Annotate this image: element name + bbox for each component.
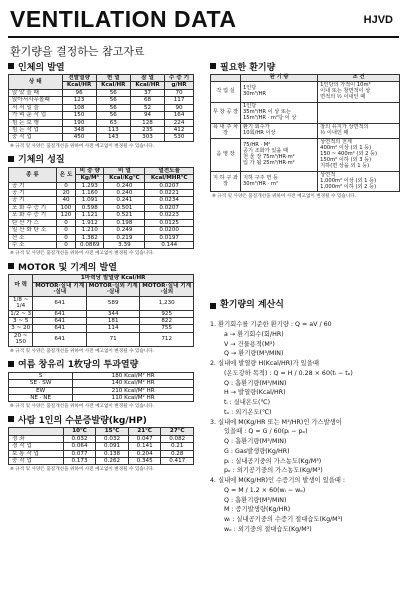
required-ventilation-table: 환 기 량 조 건 작 업 실 1인당 30m³/HR 1인당의 가적이 10m³ 이내 또는 창면적이 상 면적의 ½ 이내인 때 무 창 공 장 1인당 35m³/HR 이 상 또는 15m³/HR · m²당 이 상 욕 내 주 차 장 환기 회수가 10회/HR 이상 창의 유지가 상면적의 ½ 이내인 때 음 영 장 75/HR · M² 공기 조화가 있을 때 천 울 장 75m³/HR·m² 입 가 됨 25m³/HR·m² 상연적의 천계 400m² 이상 (외 1 등) 150 ~ 400m² (외 2 등) 150m² 이하 (외 3 등) 지하(면 상을 외 1 등) 지 하 구 좌 장 지하 구주 면 등 30m³/HR · m² 상연적 1,000m² 이상 (외 1 등) 1,000m² 이하 (외 2 등) xyxy=(210,74,400,192)
table-cell: 0.0125 xyxy=(145,219,194,226)
row-label: 탄 산 가 스 xyxy=(9,219,57,226)
table-cell xyxy=(318,102,400,123)
window-heat-table xyxy=(8,372,194,403)
brand-code: HJVD xyxy=(363,14,393,26)
table-cell: 0.0200 xyxy=(145,227,194,234)
table-row xyxy=(9,204,194,211)
table-cell: 56 xyxy=(96,112,130,119)
row-label: 공 기 xyxy=(9,190,57,197)
table-cell: 0.138 xyxy=(96,450,129,457)
table-cell: 0.198 xyxy=(104,219,145,226)
table-cell: 0.082 xyxy=(161,435,194,442)
row-label: 일 산 화 탄 소 xyxy=(9,227,57,234)
table-row xyxy=(9,242,194,249)
table-cell: 641 xyxy=(33,325,87,332)
table-cell: 96 xyxy=(62,89,96,96)
page-subtitle: 환기량을 결정하는 참고자료 xyxy=(10,45,145,58)
table-cell: 0 xyxy=(56,219,75,226)
table-row xyxy=(9,310,194,317)
table-cell: 1.210 xyxy=(76,227,104,234)
table-row xyxy=(9,443,194,450)
table-cell: 0.0223 xyxy=(145,212,194,219)
row-label: 힘 든 보 행 xyxy=(9,119,63,126)
table-cell: 56 xyxy=(96,89,130,96)
table-cell: 210 Kcal/M² HR xyxy=(73,387,194,394)
row-label: 서 서 일 을 xyxy=(9,104,63,111)
row-label: 1/8 ~ 1/4 xyxy=(9,296,33,310)
square-bullet-icon xyxy=(210,63,216,69)
table-cell: 190 xyxy=(62,119,96,126)
table-row xyxy=(9,212,194,219)
table-cell: 0.144 xyxy=(145,242,194,249)
table-row xyxy=(9,197,194,204)
row-label: 경 작 업 xyxy=(9,443,64,450)
section-heading-calc: 환기량의 계산식 xyxy=(210,300,400,312)
body-heat-table: 상 태 전발열량 현 열 잠 열 수 증 기 Kcal/HR Kcal/HR Kcal/HR g/HR 앉 았 을 때 96 56 37 70 앉아서사무볼때 123 56 68 117 서 서 일 을 108 56 52 90 가 벼 운 작 업 150 56 94 164 힘 든 보 행 190 63 128 224 힘 든 작 업 348 113 235 412 중 작 업 450 143 303 530 xyxy=(8,74,194,142)
table-cell: 1인당 30m³/HR xyxy=(241,81,318,102)
gas-properties-table: 종 류 온 도 비 중 량 비 열 열전도율 Kg/M³ Kcal/Kg℃ Kcal/MHR℃ 공 기 0 1.293 0.240 0.0207 공 기 20 1.160 0.240 0.0221 공 기 40 1.091 0.241 0.0234 포 화 수 증 기 100 0.598 0.501 0.0207 포 화 수 증 기 120 1.121 0.521 0.0223 탄 산 가 스 0 1.912 0.198 0.0125 일 산 화 탄 소 0 1.210 0.249 0.0200 산 소 0 1.382 0.219 0.0197 수 소 0 0.0869 3.39 0.144 xyxy=(8,167,194,250)
table-row xyxy=(211,138,400,171)
table-cell: 1.121 xyxy=(76,212,104,219)
table-cell: 0.077 xyxy=(63,450,96,457)
table-row xyxy=(9,134,194,141)
table-cell: 150 xyxy=(62,112,96,119)
table-cell: 0.501 xyxy=(104,204,145,211)
table-row xyxy=(9,119,194,126)
table-cell: 0.21 xyxy=(161,443,194,450)
row-label: 포 화 수 증 기 xyxy=(9,204,57,211)
row-label: 힘 든 작 업 xyxy=(9,126,63,133)
table-cell: 0.091 xyxy=(96,443,129,450)
row-label: 지 하 구 좌 장 xyxy=(211,171,241,192)
table-row xyxy=(9,104,194,111)
table-cell: 0 xyxy=(56,234,75,241)
table-cell: 235 xyxy=(130,126,164,133)
row-label: 작 업 실 xyxy=(211,81,241,102)
table-cell: 0.0197 xyxy=(145,234,194,241)
table-row xyxy=(9,112,194,119)
section-heading-moisture: 사람 1인의 수분증발량(kg/HP) xyxy=(8,413,194,425)
row-label: 공 기 xyxy=(9,197,57,204)
footnote: ※ 규격 및 사양은 품질개선을 위하여 사전 예고없이 변경될 수 있습니다. xyxy=(10,251,155,257)
table-cell: 1,230 xyxy=(140,296,194,310)
table-cell: 52 xyxy=(130,104,164,111)
table-row xyxy=(9,234,194,241)
table-row xyxy=(9,394,194,401)
table-cell: 0.141 xyxy=(128,443,161,450)
table-row xyxy=(9,227,194,234)
row-label: 1/2 ~ 3 xyxy=(10,310,32,317)
section-heading-body-heat: 인체의 발열 xyxy=(8,60,194,72)
table-cell: 1인당의 가적이 10m³ 이내 또는 창면적이 상 면적의 ½ 이내인 때 xyxy=(318,81,400,102)
footnote: ※ 규격 및 사양은 품질개선을 위하여 사전 예고없이 변경될 수 있습니다. xyxy=(10,467,155,473)
table-cell: 412 xyxy=(165,126,194,133)
table-cell: 641 xyxy=(33,296,87,310)
table-cell: 37 xyxy=(130,89,164,96)
table-cell: 3.39 xyxy=(104,242,145,249)
table-cell: 상연적 1,000m² 이상 (외 1 등) 1,000m² 이하 (외 2 등) xyxy=(318,171,400,192)
row-label: 3 ~ 20 xyxy=(9,325,33,332)
table-cell: 0.204 xyxy=(128,450,161,457)
table-row xyxy=(9,372,194,379)
table-cell: 1인당 35m³/HR 이 상 또는 15m³/HR · m²당 이 상 xyxy=(241,102,318,123)
page-title: VENTILATION DATA xyxy=(10,6,237,32)
table-row xyxy=(9,435,194,442)
table-cell: 0.173 xyxy=(63,458,96,465)
table-cell: 70 xyxy=(165,89,194,96)
table-cell: 0 xyxy=(56,227,75,234)
table-row xyxy=(211,102,400,123)
row-label: 가 벼 운 작 업 xyxy=(9,112,63,119)
square-bullet-icon xyxy=(8,263,14,269)
table-cell: 68 xyxy=(130,97,164,104)
table-cell: 90 xyxy=(165,104,194,111)
table-cell: 0 xyxy=(56,182,75,189)
row-label: 보 통 작 업 xyxy=(9,450,64,457)
table-cell: 1.091 xyxy=(76,197,104,204)
table-cell: 1.382 xyxy=(76,234,104,241)
table-cell: 120 xyxy=(56,212,75,219)
footnote: ※ 규격 및 사양은 품질개선을 위하여 사전 예고없이 변경될 수 있습니다. xyxy=(10,143,155,149)
row-label: 포 화 수 증 기 xyxy=(9,212,57,219)
table-cell: 0.047 xyxy=(128,435,161,442)
table-cell: 712 xyxy=(140,332,194,346)
table-cell: 530 xyxy=(165,134,194,141)
table-cell: 환기 회수가 10회/HR 이상 xyxy=(241,123,318,138)
table-cell: 0.0207 xyxy=(145,182,194,189)
table-cell: 0.032 xyxy=(63,435,96,442)
row-label: NE · NE xyxy=(9,394,73,401)
row-label: 음 영 장 xyxy=(211,138,241,171)
square-bullet-icon xyxy=(8,156,14,162)
table-cell: 344 xyxy=(86,310,140,317)
page-header xyxy=(0,0,407,44)
table-cell: 1.912 xyxy=(76,219,104,226)
table-row xyxy=(9,126,194,133)
table-cell: 1.160 xyxy=(76,190,104,197)
row-label: 중 작 업 xyxy=(9,134,63,141)
row-label: 3 ~ 5 xyxy=(9,317,33,324)
table-cell: 40 xyxy=(56,197,75,204)
table-cell: 75/HR · M² 공기 조화가 있을 때 천 울 장 75m³/HR·m² 입 가 됨 25m³/HR·m² xyxy=(241,138,318,171)
table-cell: 0.240 xyxy=(104,190,145,197)
table-cell: 348 xyxy=(62,126,96,133)
square-bullet-icon xyxy=(8,416,14,422)
square-bullet-icon xyxy=(210,303,216,309)
table-cell: 94 xyxy=(130,112,164,119)
table-row xyxy=(9,450,194,457)
row-label: 정 좌 xyxy=(9,435,64,442)
table-cell: 303 xyxy=(130,134,164,141)
table-cell: 123 xyxy=(62,97,96,104)
table-cell: 63 xyxy=(96,119,130,126)
row-label: 산 소 xyxy=(9,234,57,241)
table-row xyxy=(211,123,400,138)
row-label: 중 작 업 xyxy=(9,458,64,465)
table-cell: 0.598 xyxy=(76,204,104,211)
section-heading-required: 필요한 환기량 xyxy=(210,60,400,72)
row-label: 공 기 xyxy=(9,182,57,189)
table-cell: 822 xyxy=(140,317,194,324)
table-row xyxy=(9,296,194,310)
table-cell: 0 xyxy=(56,242,75,249)
table-cell: 1.293 xyxy=(76,182,104,189)
table-cell: 0.0207 xyxy=(145,204,194,211)
table-cell: 상연적의 천계 400m² 이상 (외 1 등) 150 ~ 400m² (외 2 등) 150m² 이하 (외 3 등) 지하(면 상을 외 1 등) xyxy=(318,138,400,171)
table-cell: 114 xyxy=(86,325,140,332)
table-cell: 0.032 xyxy=(96,435,129,442)
row-label: S xyxy=(9,372,73,379)
table-cell: 56 xyxy=(96,104,130,111)
section-heading-motor: MOTOR 및 기계의 발열 xyxy=(8,260,194,272)
row-label: 수 소 xyxy=(9,242,57,249)
row-label: 앉 았 을 때 xyxy=(9,89,63,96)
table-row xyxy=(211,81,400,102)
table-row xyxy=(9,89,194,96)
row-label: 앉아서사무볼때 xyxy=(9,97,63,104)
table-cell: 0.249 xyxy=(104,227,145,234)
table-cell: 100 xyxy=(56,204,75,211)
table-row xyxy=(9,219,194,226)
table-cell: 0.241 xyxy=(104,197,145,204)
table-cell: 71 xyxy=(86,332,140,346)
table-cell: 0.521 xyxy=(104,212,145,219)
footnote: ※ 규격 및 사양은 품질개선을 위하여 사전 예고없이 변경될 수 있습니다. xyxy=(10,348,155,354)
table-cell: 755 xyxy=(140,325,194,332)
table-cell: 641 xyxy=(33,332,87,346)
table-cell: 641 xyxy=(33,310,87,317)
table-cell: 181 xyxy=(86,317,140,324)
motor-heat-table: 마 력 1마력당 발열량 Kcal/HR MOTOR·실내 기계·실내 MOTOR·실외 기계·실내 MOTOR·실내 기계·실외 1/8 ~ 1/4 641 589 1,230 1/2 ~ 3 641 344 925 3 ~ 5 641 181 822 3 ~ 20 641 114 755 20 ~ 150 641 71 712 xyxy=(8,274,194,346)
table-cell: 641 xyxy=(33,317,87,324)
table-cell: 128 xyxy=(130,119,164,126)
table-row xyxy=(211,171,400,192)
row-label: EW xyxy=(9,387,73,394)
table-row xyxy=(9,387,194,394)
table-cell: 925 xyxy=(140,310,194,317)
table-cell: 0.219 xyxy=(104,234,145,241)
footnote: ※ 규격 및 사양은 품질개선을 위하여 사전 예고없이 변경될 수 있습니다. xyxy=(10,404,155,410)
table-cell: 0.262 xyxy=(96,458,129,465)
moisture-table: 10℃ 15℃ 21℃ 27℃ 정 좌 0.032 0.032 0.047 0.082 경 작 업 0.064 0.091 0.141 0.21 보 통 작 업 0.077 0.138 0.204 0.28 중 작 업 0.173 0.262 0.345 0.417 xyxy=(8,427,194,465)
footnote: ※ 규격 및 사양은 품질개선을 위하여 사전 예고없이 변경될 수 있습니다. xyxy=(212,194,357,200)
right-column xyxy=(210,60,400,203)
table-cell: 164 xyxy=(165,112,194,119)
section-heading-window: 여름 창유리 1枚당의 투과열량 xyxy=(8,358,194,370)
left-column xyxy=(8,60,194,476)
table-cell: 108 xyxy=(62,104,96,111)
table-cell: 589 xyxy=(86,296,140,310)
table-cell: 143 xyxy=(96,134,130,141)
table-cell: 0.240 xyxy=(104,182,145,189)
table-cell: 180 Kcal/M² HR xyxy=(73,372,194,379)
table-row xyxy=(9,317,194,324)
table-row xyxy=(9,182,194,189)
row-label: SE · SW xyxy=(9,380,73,387)
table-cell: 110 Kcal/M² HR xyxy=(73,394,194,401)
row-label: 무 창 공 장 xyxy=(211,102,241,123)
table-row xyxy=(9,190,194,197)
table-cell: 0.0234 xyxy=(145,197,194,204)
table-cell: 0.064 xyxy=(63,443,96,450)
square-bullet-icon xyxy=(8,63,14,69)
section-heading-gas: 기체의 성질 xyxy=(8,153,194,165)
table-row xyxy=(9,325,194,332)
table-row xyxy=(9,97,194,104)
table-cell: 56 xyxy=(96,97,130,104)
table-cell: 117 xyxy=(165,97,194,104)
table-cell: 지하 구주 면 등 30m³/HR · m² xyxy=(241,171,318,192)
table-cell: 0.417 xyxy=(161,458,194,465)
table-cell: 0.0221 xyxy=(145,190,194,197)
row-label: 20 ~ 150 xyxy=(9,332,33,346)
formula-section: 환기량의 계산식 1. 환기회수를 기준한 환기량 : Q = aV / 60 a → 환기회수(회/HR) V → 건물용적(M³) Q → 환기량(M³/MIN) 2. 실내에 발열량 H(Kcal/HR)가 있을때 (온도강하 목적) : Q = H / 0.28 × 60(tᵢ − tₒ) Q : 흡환기량(M³/MIN) H → 발열량(Kcal/HR) tᵢ : 실내온도(℃) tₒ : 외기온도(℃) 3. 실내에 M(Kg/HR 또는 M³/HR)인 가스발생이 있을때 : Q = G / 60(pᵢ − pₒ) Q : 흡환기량(M³/MIN) G : Gas발생량(Kg/HR) pᵢ : 실내공기중의 가스농도(Kg/M³) pₒ : 외기공기중의 가스농도(Kg/M³) 4. 실내에 M(Kg/HR)인 수증기의 발생이 있을때 : Q = M / 1.2 × 60(wᵢ − wₒ) Q : 흡환기량(M³/MIN) M : 증기발생량(Kg/HR) wᵢ : 실내공기중의 수증기 절대습도(Kg/M³) wₒ : 외기중의 절대습도(Kg/M³) xyxy=(210,300,400,535)
square-bullet-icon xyxy=(8,361,14,367)
table-cell: 0.0869 xyxy=(76,242,104,249)
table-cell: 224 xyxy=(165,119,194,126)
header-rule xyxy=(8,36,399,38)
table-row xyxy=(9,332,194,346)
row-label: 욕 내 주 차 장 xyxy=(211,123,241,138)
table-cell: 창의 유지가 상면적의 ½ 이내인 때 xyxy=(318,123,400,138)
table-cell: 450 xyxy=(62,134,96,141)
table-cell: 140 Kcal/M² HR xyxy=(73,380,194,387)
table-cell: 20 xyxy=(56,190,75,197)
table-cell: 113 xyxy=(96,126,130,133)
table-row xyxy=(9,380,194,387)
table-cell: 0.28 xyxy=(161,450,194,457)
table-cell: 0.345 xyxy=(128,458,161,465)
table-row xyxy=(9,458,194,465)
